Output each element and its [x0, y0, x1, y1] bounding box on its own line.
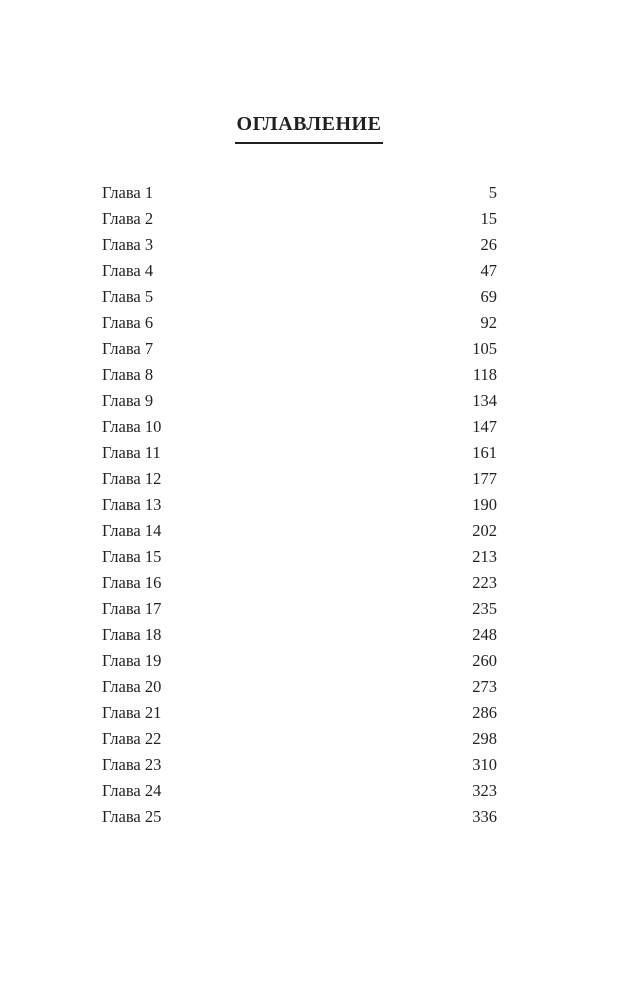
toc-entry-label: Глава 3 — [102, 235, 154, 254]
toc-entry[interactable] — [102, 752, 497, 778]
toc-entry-label: Глава 9 — [102, 391, 154, 410]
toc-entry-label: Глава 20 — [102, 677, 162, 696]
toc-entry[interactable] — [102, 622, 497, 648]
toc-entry-page-number: 323 — [472, 781, 497, 800]
toc-entry-label: Глава 22 — [102, 729, 162, 748]
toc-entry[interactable] — [102, 388, 497, 414]
toc-entry-page-number: 213 — [472, 547, 497, 566]
toc-entry-page-number: 134 — [472, 391, 497, 410]
toc-entry-page-number: 202 — [472, 521, 497, 540]
toc-entry-label: Глава 11 — [102, 443, 161, 462]
toc-entry[interactable] — [102, 336, 497, 362]
toc-entry-label: Глава 25 — [102, 807, 162, 826]
toc-entry-page-number: 298 — [472, 729, 497, 748]
toc-entry-label: Глава 13 — [102, 495, 162, 514]
toc-entry[interactable] — [102, 726, 497, 752]
title-block — [0, 112, 618, 144]
toc-entry[interactable] — [102, 284, 497, 310]
toc-entry-page-number: 273 — [472, 677, 497, 696]
toc-entry[interactable] — [102, 206, 497, 232]
table-of-contents — [102, 180, 497, 830]
toc-entry-page-number: 26 — [480, 235, 497, 254]
toc-entry-page-number: 118 — [472, 365, 497, 384]
toc-entry[interactable] — [102, 674, 497, 700]
toc-entry-page-number: 92 — [480, 313, 497, 332]
toc-entry-label: Глава 5 — [102, 287, 154, 306]
toc-entry-label: Глава 8 — [102, 365, 154, 384]
page-title: ОГЛАВЛЕНИЕ — [235, 112, 384, 144]
toc-entry-label: Глава 15 — [102, 547, 162, 566]
toc-entry-label: Глава 12 — [102, 469, 162, 488]
toc-entry-page-number: 260 — [472, 651, 497, 670]
toc-entry[interactable] — [102, 518, 497, 544]
toc-entry-label: Глава 14 — [102, 521, 162, 540]
toc-entry-label: Глава 18 — [102, 625, 162, 644]
toc-entry-label: Глава 10 — [102, 417, 162, 436]
toc-entry-page-number: 336 — [472, 807, 497, 826]
toc-entry-page-number: 286 — [472, 703, 497, 722]
toc-entry[interactable] — [102, 804, 497, 830]
toc-entry[interactable] — [102, 440, 497, 466]
toc-entry-page-number: 5 — [488, 183, 497, 202]
toc-entry[interactable] — [102, 180, 497, 206]
toc-entry[interactable] — [102, 310, 497, 336]
toc-entry[interactable] — [102, 414, 497, 440]
toc-entry-page-number: 177 — [472, 469, 497, 488]
toc-entry[interactable] — [102, 778, 497, 804]
toc-entry-page-number: 69 — [480, 287, 497, 306]
toc-entry[interactable] — [102, 362, 497, 388]
toc-entry[interactable] — [102, 648, 497, 674]
toc-entry-label: Глава 7 — [102, 339, 154, 358]
toc-entry-label: Глава 1 — [102, 183, 154, 202]
toc-entry[interactable] — [102, 492, 497, 518]
toc-entry-label: Глава 19 — [102, 651, 162, 670]
toc-entry-label: Глава 23 — [102, 755, 162, 774]
toc-entry-label: Глава 24 — [102, 781, 162, 800]
toc-entry[interactable] — [102, 596, 497, 622]
toc-entry-label: Глава 4 — [102, 261, 154, 280]
toc-entry-page-number: 161 — [472, 443, 497, 462]
toc-entry-label: Глава 6 — [102, 313, 154, 332]
toc-entry-label: Глава 21 — [102, 703, 162, 722]
toc-entry-page-number: 235 — [472, 599, 497, 618]
toc-entry[interactable] — [102, 570, 497, 596]
toc-entry-page-number: 105 — [472, 339, 497, 358]
toc-entry-label: Глава 2 — [102, 209, 154, 228]
toc-entry-page-number: 47 — [480, 261, 497, 280]
toc-entry[interactable] — [102, 700, 497, 726]
toc-entry-page-number: 310 — [472, 755, 497, 774]
toc-entry-page-number: 223 — [472, 573, 497, 592]
toc-entry-label: Глава 17 — [102, 599, 162, 618]
toc-entry-page-number: 15 — [480, 209, 497, 228]
toc-entry[interactable] — [102, 544, 497, 570]
toc-entry-page-number: 248 — [472, 625, 497, 644]
toc-entry[interactable] — [102, 258, 497, 284]
toc-entry-page-number: 190 — [472, 495, 497, 514]
toc-entry[interactable] — [102, 232, 497, 258]
toc-entry-label: Глава 16 — [102, 573, 162, 592]
toc-entry-page-number: 147 — [472, 417, 497, 436]
toc-entry[interactable] — [102, 466, 497, 492]
